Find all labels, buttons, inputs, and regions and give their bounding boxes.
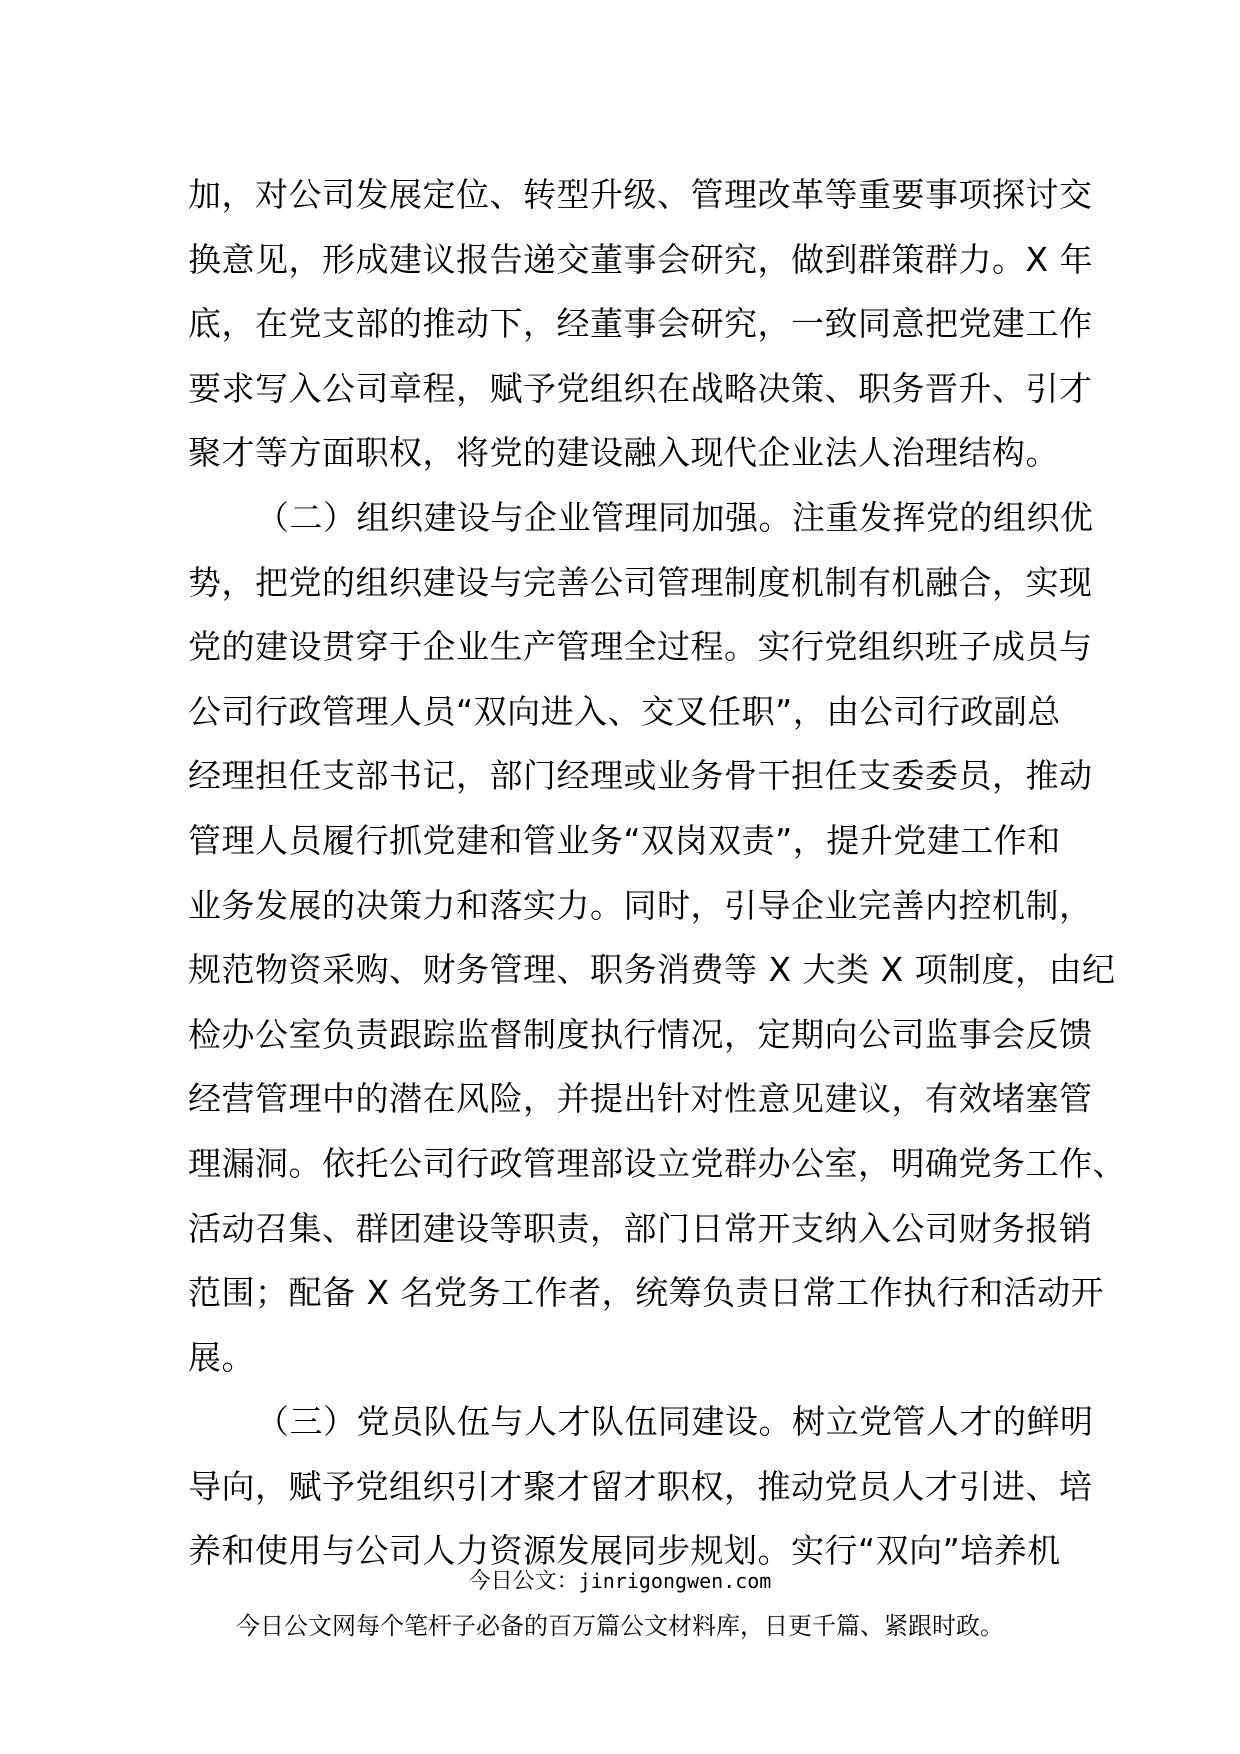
- text-line: 换意见，形成建议报告递交董事会研究，做到群策群力。X 年: [188, 239, 1094, 279]
- footer-site-label: 今日公文：: [468, 1569, 579, 1594]
- text-line: 业务发展的决策力和落实力。同时，引导企业完善内控机制，: [188, 885, 1093, 925]
- text-line: 党的建设贯穿于企业生产管理全过程。实行党组织班子成员与: [188, 627, 1093, 667]
- text-line: 经营管理中的潜在风险，并提出针对性意见建议，有效堵塞管: [188, 1079, 1093, 1119]
- footer-site-url[interactable]: jinrigongwen.com: [578, 1569, 772, 1593]
- text-line: 展。: [188, 1337, 255, 1377]
- text-line: 养和使用与公司人力资源发展同步规划。实行“双向”培养机: [188, 1531, 1061, 1571]
- text-line: 势，把党的组织建设与完善公司管理制度机制有机融合，实现: [188, 562, 1093, 602]
- text-line: 管理人员履行抓党建和管业务“双岗双责”，提升党建工作和: [188, 820, 1061, 860]
- footer-site-line: [0, 1566, 1240, 1597]
- text-line: 聚才等方面职权，将党的建设融入现代企业法人治理结构。: [188, 433, 1059, 473]
- text-line: 公司行政管理人员“双向进入、交叉任职”，由公司行政副总: [188, 691, 1061, 731]
- text-line: 活动召集、群团建设等职责，部门日常开支纳入公司财务报销: [188, 1208, 1093, 1248]
- text-line: （三）党员队伍与人才队伍同建设。树立党管人才的鲜明: [256, 1402, 1094, 1442]
- text-line: 要求写入公司章程，赋予党组织在战略决策、职务晋升、引才: [188, 368, 1093, 408]
- text-line: 理漏洞。依托公司行政管理部设立党群办公室，明确党务工作、: [188, 1143, 1126, 1183]
- text-line: 底，在党支部的推动下，经董事会研究，一致同意把党建工作: [188, 304, 1093, 344]
- document-body: [188, 163, 1126, 1584]
- text-line: （二）组织建设与企业管理同加强。注重发挥党的组织优: [256, 497, 1094, 537]
- footer-slogan: 今日公文网每个笔杆子必备的百万篇公文材料库，日更千篇、紧跟时政。: [236, 1612, 1004, 1640]
- text-line: 规范物资采购、财务管理、职务消费等 X 大类 X 项制度，由纪: [188, 950, 1116, 990]
- text-line: 导向，赋予党组织引才聚才留才职权，推动党员人才引进、培: [188, 1466, 1093, 1506]
- text-line: 检办公室负责跟踪监督制度执行情况，定期向公司监事会反馈: [188, 1014, 1093, 1054]
- text-line: 经理担任支部书记，部门经理或业务骨干担任支委委员，推动: [188, 756, 1093, 796]
- text-line: 加，对公司发展定位、转型升级、管理改革等重要事项探讨交: [188, 175, 1093, 214]
- text-line: 范围；配备 X 名党务工作者，统筹负责日常工作执行和活动开: [188, 1273, 1105, 1313]
